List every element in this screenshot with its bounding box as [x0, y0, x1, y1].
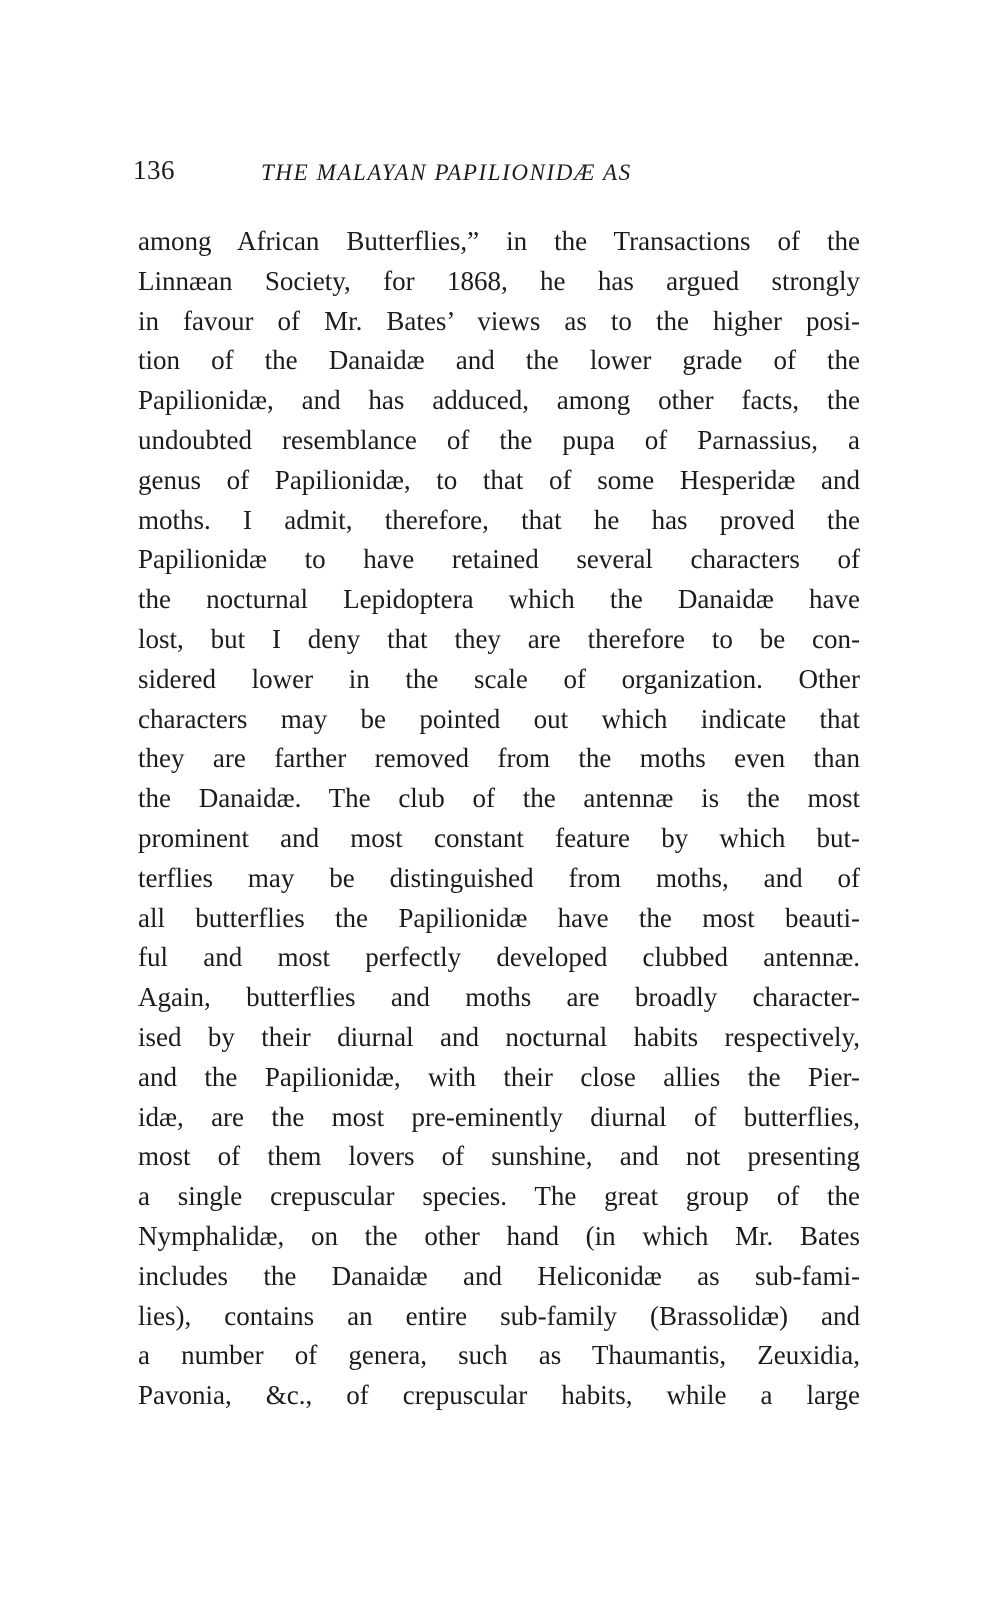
text-line: a number of genera, such as Thaumantis, Zeuxidia, — [138, 1340, 860, 1371]
page-number: 136 — [133, 155, 175, 185]
text-line: Pavonia, &c., of crepuscular habits, while a large — [138, 1380, 860, 1411]
text-line: Nymphalidæ, on the other hand (in which Mr. Bates — [138, 1220, 860, 1251]
text-line: undoubted resemblance of the pupa of Parnassius, a — [138, 424, 860, 455]
text-line: genus of Papilionidæ, to that of some Hesperidæ and — [138, 464, 860, 495]
text-line: Papilionidæ to have retained several characters of — [138, 544, 860, 575]
text-line: includes the Danaidæ and Heliconidæ as sub-fami- — [138, 1260, 860, 1291]
text-line: prominent and most constant feature by which but- — [138, 822, 860, 853]
text-line: among African Butterflies,” in the Transactions of the — [138, 226, 860, 256]
text-line: moths. I admit, therefore, that he has proved the — [138, 504, 860, 535]
text-line: Papilionidæ, and has adduced, among other facts, the — [138, 385, 860, 416]
text-line: ised by their diurnal and nocturnal habits respectively, — [138, 1021, 860, 1052]
running-title: THE MALAYAN PAPILIONIDÆ AS — [261, 160, 632, 185]
text-line: in favour of Mr. Bates’ views as to the higher posi- — [138, 305, 860, 336]
text-line: the nocturnal Lepidoptera which the Danaidæ have — [138, 584, 860, 615]
text-line: idæ, are the most pre-eminently diurnal of butterflies, — [138, 1101, 860, 1132]
text-line: characters may be pointed out which indicate that — [138, 703, 860, 734]
text-line: lost, but I deny that they are therefore to be con- — [138, 623, 860, 654]
text-line: most of them lovers of sunshine, and not presenting — [138, 1141, 860, 1172]
body-text — [138, 222, 860, 1416]
text-line: and the Papilionidæ, with their close allies the Pier- — [138, 1061, 860, 1092]
text-line: sidered lower in the scale of organization. Other — [138, 663, 860, 694]
text-line: Again, butterflies and moths are broadly character- — [138, 982, 860, 1013]
text-line: all butterflies the Papilionidæ have the most beauti- — [138, 902, 860, 933]
text-line: ful and most perfectly developed clubbed antennæ. — [138, 942, 860, 973]
text-line: tion of the Danaidæ and the lower grade of the — [138, 345, 860, 376]
text-line: lies), contains an entire sub-family (Brassolidæ) and — [138, 1300, 860, 1331]
page-header — [133, 155, 863, 195]
text-line: terflies may be distinguished from moths, and of — [138, 862, 860, 893]
text-line: the Danaidæ. The club of the antennæ is the most — [138, 783, 860, 814]
text-line: a single crepuscular species. The great group of the — [138, 1181, 860, 1212]
text-line: they are farther removed from the moths even than — [138, 743, 860, 774]
text-line: Linnæan Society, for 1868, he has argued strongly — [138, 265, 860, 296]
